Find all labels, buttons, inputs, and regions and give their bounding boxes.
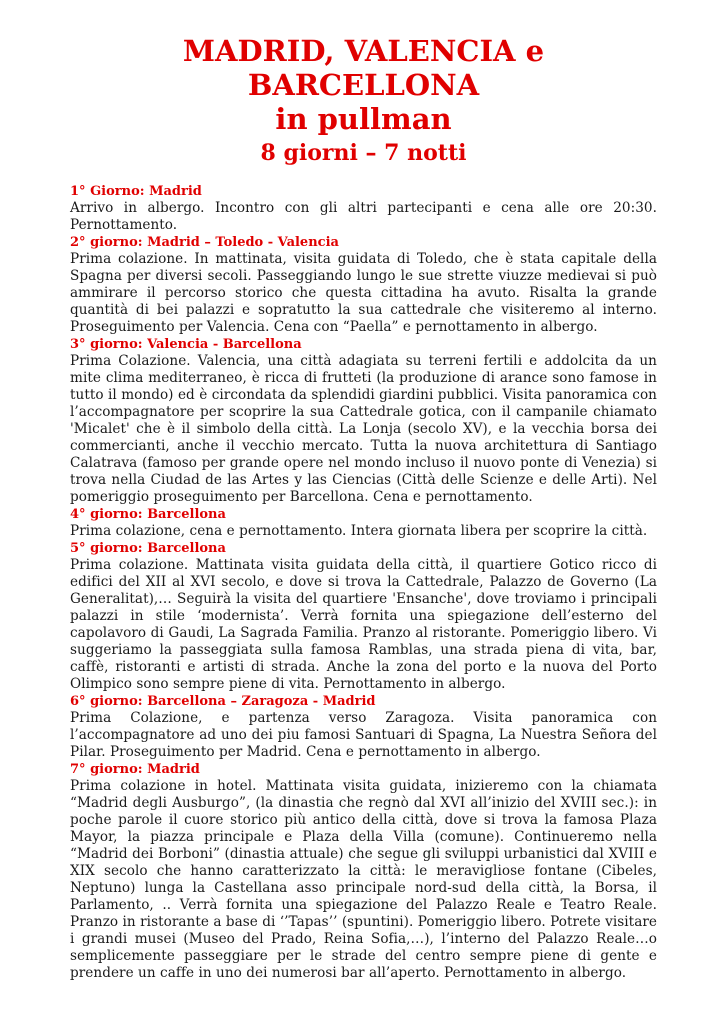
day-description: Prima Colazione. Valencia, una città adagiata su terreni fertili e addolcita da un mite clima mediterraneo, è ricca di frutteti (la produzione di arance sono famose in tutto il mondo) ed è circondata da splendidi giardini pubblici. Visita panoramica con l’accompagnatore per scoprire la sua Cattedrale gotica, con il campanile chiamato 'Micalet' che è il simbolo della città. La Lonja (secolo XV), e la vecchia borsa dei commercianti, anche il vecchio mercato. Tutta la nuova architettura di Santiago Calatrava (famoso per grande opere nel mondo incluso il nuovo ponte di Venezia) si trova nella Ciudad de las Artes y las Ciencias (Città delle Scienze e delle Arti). Nel pomeriggio proseguimento per Barcellona. Cena e pernottamento.	[70, 353, 657, 505]
day-heading: 2° giorno: Madrid – Toledo - Valencia	[70, 235, 339, 250]
day-2	[70, 234, 657, 336]
day-description: Prima colazione in hotel. Mattinata visita guidata, inizieremo con la chiamata “Madrid degli Ausburgo”, (la dinastia che regnò dal XVI all’inizio del XVIII sec.): in poche parole il cuore storico più antico della città, dove si trova la famosa Plaza Mayor, la piazza principale e Plaza della Villa (comune). Continueremo nella “Madrid dei Borboni” (dinastia attuale) che segue gli sviluppi urbanistici dal XVIII e XIX secolo che hanno caratterizzato la città: le meravigliose fontane (Cibeles, Neptuno) lunga la Castellana asso principale nord-sud della città, la Borsa, il Parlamento, .. Verrà fornita una spiegazione del Palazzo Reale e Teatro Reale. Pranzo in ristorante a base di ‘’Tapas’’ (spuntini). Pomeriggio libero. Potrete visitare i grandi musei (Museo del Prado, Reina Sofia,…), l’interno del Palazzo Reale…o semplicemente passeggiare per le strade del centro sempre piene di gente e prendere un caffe in uno dei numerosi bar all’aperto. Pernottamento in albergo.	[70, 778, 657, 981]
day-heading: 4° giorno: Barcellona	[70, 507, 226, 522]
day-description: Prima colazione. In mattinata, visita guidata di Toledo, che è stata capitale della Spagna per diversi secoli. Passeggiando lungo le sue strette viuzze medievai si può ammirare il percorso storico che questa cittadina ha avuto. Risalta la grande quantità di bei palazzi e sopratutto la sua cattedrale che visiteremo al interno. Proseguimento per Valencia. Cena con “Paella” e pernottamento in albergo.	[70, 251, 657, 335]
document-page	[70, 34, 657, 982]
day-4	[70, 506, 657, 540]
page-title-line2: in pullman	[275, 102, 452, 136]
day-heading: 7° giorno: Madrid	[70, 762, 200, 777]
itinerary	[70, 183, 657, 982]
day-description: Prima Colazione, e partenza verso Zaragoza. Visita panoramica con l’accompagnatore ad uno dei piu famosi Santuari di Spagna, La Nuestra Señora del Pilar. Proseguimento per Madrid. Cena e pernottamento in albergo.	[70, 710, 657, 760]
day-6	[70, 693, 657, 761]
day-description: Arrivo in albergo. Incontro con gli altri partecipanti e cena alle ore 20:30. Pernottamento.	[70, 200, 657, 233]
day-heading: 1° Giorno: Madrid	[70, 184, 202, 199]
day-heading: 6° giorno: Barcellona – Zaragoza - Madrid	[70, 694, 376, 709]
day-heading: 3° giorno: Valencia - Barcellona	[70, 337, 302, 352]
day-heading: 5° giorno: Barcellona	[70, 541, 226, 556]
day-7	[70, 761, 657, 982]
day-description: Prima colazione, cena e pernottamento. Intera giornata libera per scoprire la città.	[70, 523, 648, 539]
page-subtitle: 8 giorni – 7 notti	[260, 140, 467, 166]
page-title: MADRID, VALENCIA e BARCELLONA	[182, 34, 545, 102]
day-5	[70, 540, 657, 693]
day-description: Prima colazione. Mattinata visita guidata della città, il quartiere Gotico ricco di edifici del XII al XVI secolo, e dove si trova la Cattedrale, Palazzo de Governo (La Generalitat),… Seguirà la visita del quartiere 'Ensanche', dove troviamo i principali palazzi in stile ‘modernista’. Verrà fornita una spiegazione dell’esterno del capolavoro di Gaudi, La Sagrada Familia. Pranzo al ristorante. Pomeriggio libero. Vi suggeriamo la passeggiata sulla famosa Ramblas, una strada piena di vita, bar, caffè, ristoranti e artisti di strada. Anche la zona del porto e la nuova del Porto Olimpico sono sempre piene di vita. Pernottamento in albergo.	[70, 557, 657, 692]
day-1	[70, 183, 657, 234]
day-3	[70, 336, 657, 506]
